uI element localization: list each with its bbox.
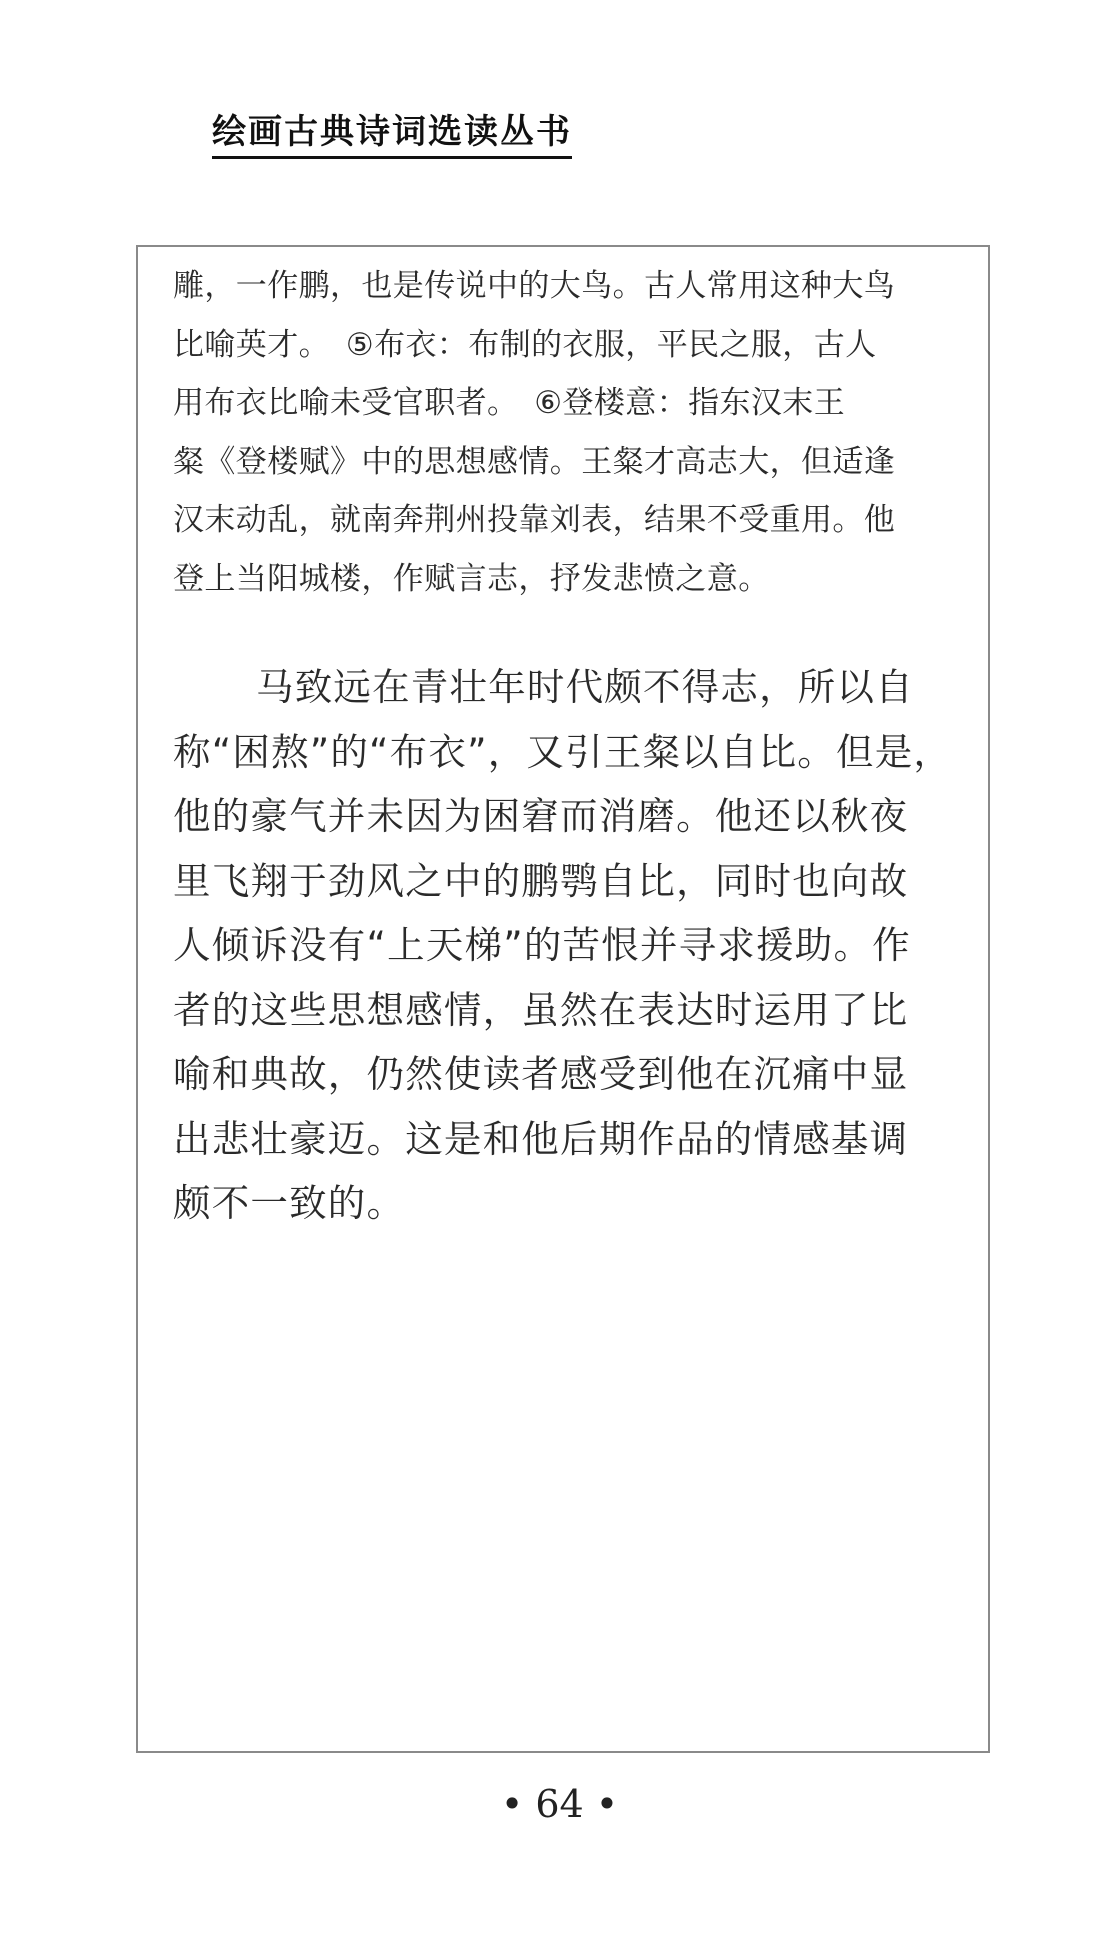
paragraph-line: 里飞翔于劲风之中的鹏鹗自比，同时也向故 xyxy=(173,858,909,903)
footnote-line: 汉末动乱，就南奔荆州投靠刘表，结果不受重用。他 xyxy=(173,502,896,538)
footnote-line: 比喻英才。 ⑤布衣：布制的衣服，平民之服，古人 xyxy=(173,326,877,363)
paragraph-line: 人倾诉没有“上天梯”的苦恨并寻求援助。作 xyxy=(173,923,911,967)
paragraph-line: 喻和典故，仍然使读者感受到他在沉痛中显 xyxy=(173,1052,909,1096)
paragraph-line: 他的豪气并未因为困窘而消磨。他还以秋夜 xyxy=(173,794,909,838)
paragraph-line: 出悲壮豪迈。这是和他后期作品的情感基调 xyxy=(173,1116,909,1161)
footnote-line: 雕，一作鹏，也是传说中的大鸟。古人常用这种大鸟 xyxy=(173,268,896,304)
footnote-line: 粲《登楼赋》中的思想感情。王粲才高志大，但适逢 xyxy=(173,443,896,480)
commentary-paragraph xyxy=(173,655,963,1236)
paragraph-line: 称“困熬”的“布衣”，又引王粲以自比。但是， xyxy=(173,729,953,774)
paragraph-line: 颇不一致的。 xyxy=(173,1181,406,1225)
footnotes xyxy=(173,257,963,608)
paragraph-line: 马致远在青壮年时代颇不得志，所以自 xyxy=(256,665,914,709)
series-title: 绘画古典诗词选读丛书 xyxy=(212,112,572,159)
content-frame xyxy=(136,245,990,1753)
page-number: • 64 • xyxy=(500,1782,619,1826)
paragraph-line: 者的这些思想感情，虽然在表达时运用了比 xyxy=(173,987,909,1032)
footnote-line: 登上当阳城楼，作赋言志，抒发悲愤之意。 xyxy=(173,560,770,597)
footnote-line: 用布衣比喻未受官职者。 ⑥登楼意：指东汉末王 xyxy=(173,385,846,421)
